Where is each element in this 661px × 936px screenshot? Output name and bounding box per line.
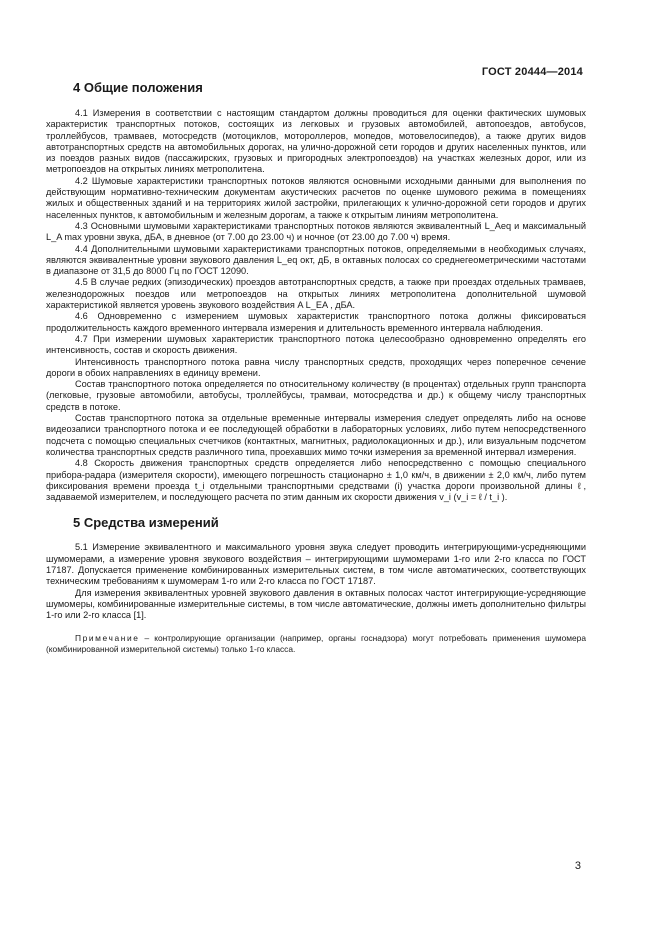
note-text: – контролирующие организации (например, органы госнадзора) могут потребовать применения шумомера (комбинированной измерительной системы) только 1-го класса. — [46, 633, 586, 655]
paragraph-4-2: 4.2 Шумовые характеристики транспортных потоков являются основными исходными данными для выполнения по действующим нормативно-техническим документам акустических расчетов по оценке шумового режима в помещениях жилых и общественных зданий и на территориях жилой застройки, прилегающих к улично-дорожной сети городов и других населенных пунктов, к автомобильным и железным дорогам, а также к открытым линиям метрополитена. — [46, 175, 586, 220]
page-number: 3 — [574, 860, 581, 872]
note — [46, 633, 586, 655]
paragraph-4-7: 4.7 При измерении шумовых характеристик транспортного потока целесообразно одновременно определять его интенсивность, состав и скорость движения. — [46, 333, 586, 356]
paragraph-4-8: 4.8 Скорость движения транспортных средств определяется либо непосредственно с помощью специального прибора-радара (измерителя скорости), имеющего погрешность стационарно ± 1,0 км/ч, в движении ± 2,0 км/ч, либо путем фиксирования времени проезда t_i отдельными транспортными средствами (i) участка дороги произвольной длины ℓ, задаваемой измерителем, и последующего расчета по этим данным их скорости движения v_i (v_i = ℓ / t_i ). — [46, 458, 586, 503]
paragraph-5-1: 5.1 Измерение эквивалентного и максимального уровня звука следует проводить интегрирующими-усредняющими шумомерами, а измерение уровня звукового воздействия – интегрирующими шумомерами 1-го или 2-го класса по ГОСТ 17187. Допускается применение комбинированных измерительных систем, в том числе автоматических, соответствующих техническим требованиям к шумомерам 1-го или 2-го класса по ГОСТ 17187. — [46, 542, 586, 587]
paragraph-composition: Состав транспортного потока определяется по относительному количеству (в процентах) отдельных групп транспорта (легковые, грузовые автомобили, автобусы, троллейбусы, трамваи, мотосредства и др.) к общему числу транспортных средств в потоке. — [46, 379, 586, 412]
paragraph-4-3: 4.3 Основными шумовыми характеристиками транспортных потоков являются эквивалентный L_Aeq и максимальный L_A max уровни звука, дБА, в дневное (от 7.00 до 23.00 ч) и ночное (от 23.00 до 7.00 ч) время. — [46, 220, 586, 243]
section-4-title: 4 Общие положения — [73, 80, 203, 95]
paragraph-octave-filters: Для измерения эквивалентных уровней звукового давления в октавных полосах частот интегрирующие-усредняющие шумомеры, комбинированные измерительные системы, в том числе автоматические, должны иметь дополнительно фильтры 1-го или 2-го класса [1]. — [46, 587, 586, 621]
note-label: Примечание — [75, 633, 140, 644]
document-code: ГОСТ 20444—2014 — [481, 66, 583, 78]
paragraph-composition-method: Состав транспортного потока за отдельные временные интервалы измерения следует определять либо на основе видеозаписи транспортного потока и ее последующей обработки в лабораторных условиях, либо путем непосредственного подсчета с помощью специальных счетчиков (контактных, магнитных, радиолокационных и др.), или визуальным подсчетом количества транспортных средств различного типа, проехавших мимо точки измерения за временной интервал измерения. — [46, 413, 586, 457]
paragraph-4-6: 4.6 Одновременно с измерением шумовых характеристик транспортного потока должны фиксироваться продолжительность каждого временного интервала измерения и длительность временного интервала наблюдения. — [46, 311, 586, 333]
section-5-title: 5 Средства измерений — [73, 515, 219, 531]
paragraph-4-4: 4.4 Дополнительными шумовыми характеристиками транспортных потоков, определяемыми в необходимых случаях, являются эквивалентные уровни звукового давления L_eq окт, дБ, в октавных полосах со среднегеометрическими частотами в диапазоне от 31,5 до 8000 Гц по ГОСТ 12090. — [46, 243, 586, 277]
paragraph-4-1: 4.1 Измерения в соответствии с настоящим стандартом должны проводиться для оценки фактических шумовых характеристик транспортных потоков, состоящих из легковых и грузовых автомобилей, автопоездов, автобусов, троллейбусов, трамваев, мотосредств (мотоциклов, мотороллеров, мопедов, мотовелосипедов), а также других видов автотранспортных средств на автомобильных дорогах, на улично-дорожной сети городов и других населенных пунктов, или из поездов разных видов (пассажирских, грузовых и пригородных электропоездов) на участках железных дорог, или из метропоездов на открытых линиях метрополитена. — [46, 108, 586, 175]
paragraph-4-5: 4.5 В случае редких (эпизодических) проездов автотранспортных средств, а также при проездах отдельных трамваев, железнодорожных поездов или метропоездов на открытых линиях метрополитена дополнительной шумовой характеристикой является уровень звукового воздействия A L_EA , дБА. — [46, 277, 586, 311]
page-content — [46, 78, 586, 655]
paragraph-intensity: Интенсивность транспортного потока равна числу транспортных средств, проходящих через поперечное сечение дороги в обоих направлениях в единицу времени. — [46, 356, 586, 378]
